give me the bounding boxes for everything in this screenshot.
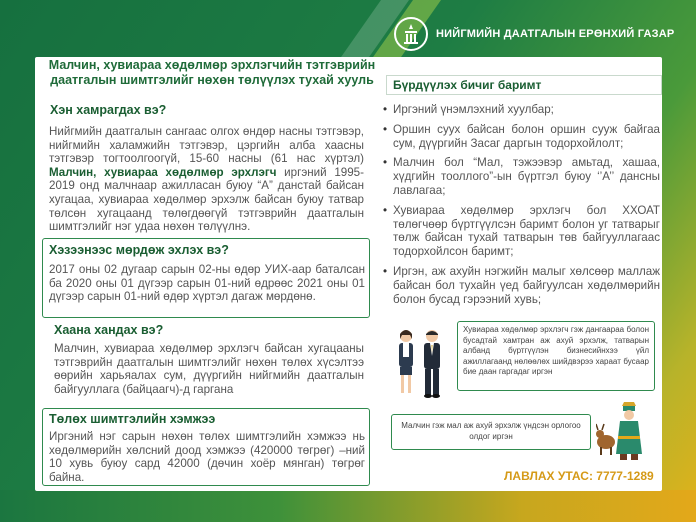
list-item: • Иргэн, аж ахуйн нэгжийн малыг хөлсөөр маллаж байсан бол тухайн үед байгуулсан хөдөлмөрийн болон бусад гэрээний хувь; [383, 265, 660, 306]
bottom-band [0, 490, 696, 522]
documents-title: Бүрдүүлэх бичиг баримт [386, 75, 662, 95]
section-when-title: Хэзээнээс мөрдөж эхлэх вэ? [49, 243, 229, 257]
section-amount-text: Иргэний нэг сарын нөхөн төлөх шимтгэлийн хэмжээ нь хөдөлмөрийн хөлсний доод хэмжээ (420000 төгрөг) –ний 10 хувь буюу сард 42000 (дөчин хоёр мянган) төгрөг байна. [49, 430, 365, 484]
section-amount-title: Төлөх шимтгэлийн хэмжээ [49, 412, 216, 426]
list-item: • Оршин суух байсан болон оршин сууж байгаа сум, дүүргийн Засаг даргын тодорхойлолт; [383, 123, 660, 151]
business-people-illustration [388, 326, 452, 402]
herder-illustration [596, 402, 658, 462]
section-when-text: 2017 оны 02 дугаар сарын 02-ны өдөр УИХ-аар баталсан ба 2020 оны 01 дүгээр сарын 01-ний өдрөөс 2021 оны 01 дүгээр сарын 01-ний өдөр хүртэл дагаж мөрдөнө. [49, 263, 365, 304]
section-who-title: Хэн хамрагдах вэ? [50, 103, 167, 117]
list-item: • Иргэний үнэмлэхний хуулбар; [383, 103, 660, 117]
section-where-title: Хаана хандах вэ? [54, 323, 164, 337]
section-where-text: Малчин, хувиараа хөдөлмөр эрхлэгч байсан хугацааны тэтгэврийн даатгалын шимтгэлийг нөхөн төлөх хүсэлтээ өөрийн харьяалах сум, дүүргийн нийгмийн даатгалын байгууллага (байцаагч)-д гаргана [54, 342, 364, 396]
self-employed-note: Хувиараа хөдөлмөр эрхлэгч гэж дангаараа болон бусадтай хамтран аж ахуй эрхэлж, татварын албанд бүртгүүлэн бизнесийнхээ үйл ажиллагаанд нөлөөлөх шийдвэрээ харaат бусаар бие даан гаргадаг иргэн [457, 321, 655, 391]
section-who-text: Нийгмийн даатгалын сангаас олгох өндөр насны тэтгэвэр, нийгмийн халамжийн тэтгэвэр, цэргийн алба хаасны тэтгэвэр тогтоолгоогүй, 15-60 насны (61 нас хүртэл) Малчин, хувиараа хөдөлмөр эрхлэгч иргэний 1995-2019 онд малчнаар ажилласан буюу “А” данстай байсан хугацаа, хувиараа хөдөлмөр эрхэлж байсан буюу татвар төлсөн хугацаанд төлөгдөөгүй тэтгэврийн даатгалын шимтгэлийг нэг удаа нөхөн төлүүлнэ. [49, 125, 364, 234]
government-emblem-icon [394, 17, 428, 51]
header [394, 14, 684, 54]
documents-list [383, 103, 660, 312]
page-title: Малчин, хувиараа хөдөлмөр эрхлэгчийн тэтгэврийн даатгалын шимтгэлийг нөхөн төлүүлэх тухай хууль [48, 58, 376, 87]
list-item: • Хувиараа хөдөлмөр эрхлэгч бол ХХОАТ төлөгчөөр бүртгүүлсэн баримт болон уг татварыг төлж байсан тухай татварын төв байгууллагаас тодорхойлсон баримт; [383, 204, 660, 259]
org-name: НИЙГМИЙН ДААТГАЛЫН ЕРӨНХИЙ ГАЗАР [436, 28, 675, 40]
phone-label: ЛАВЛАХ УТАС: 7777-1289 [504, 469, 654, 483]
herder-note: Малчин гэж мал аж ахуй эрхэлж үндсэн орлогоо олдог иргэн [391, 414, 591, 450]
list-item: • Малчин бол “Мал, тэжээвэр амьтад, хашаа, хүдгийн тооллого”-ын бүртгэл буюу ‘’А’’ дансны лавлагаа; [383, 156, 660, 197]
